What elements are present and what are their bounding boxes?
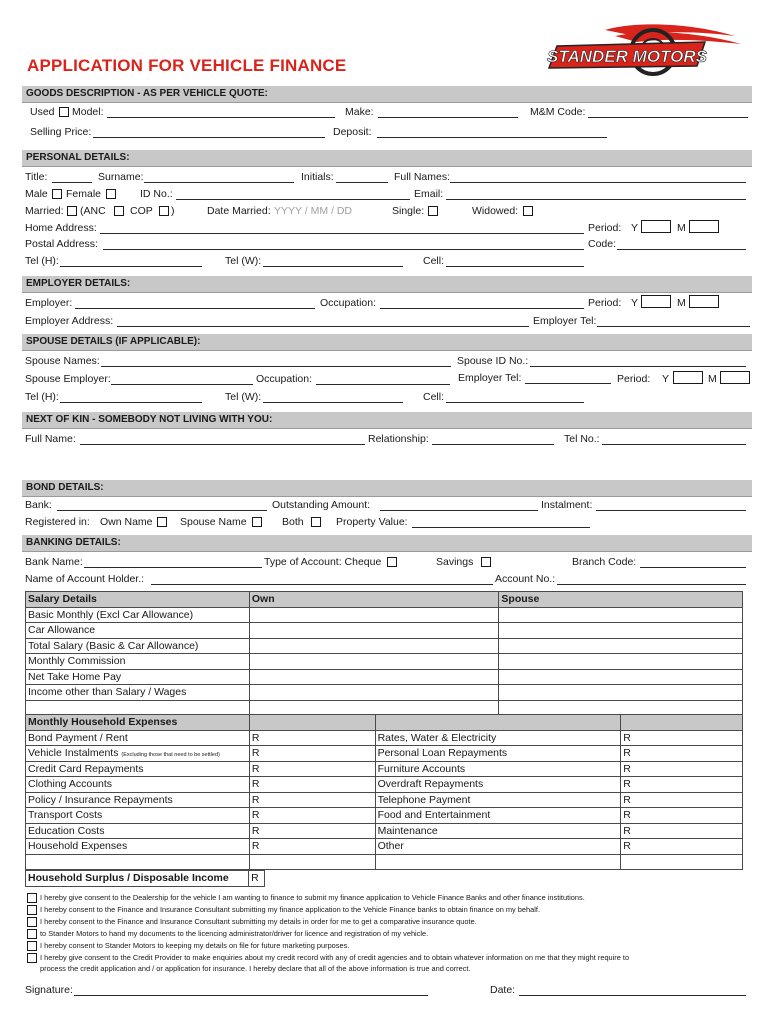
employer-address-field[interactable] xyxy=(117,326,529,327)
page-title: APPLICATION FOR VEHICLE FINANCE xyxy=(27,56,347,75)
consent-text-2: I hereby consent to the Finance and Insurance Consultant submitting my finance application to the Vehicle Finance banks to obtain finance on my behalf. xyxy=(40,905,540,914)
female-checkbox[interactable] xyxy=(106,189,116,199)
table-row xyxy=(26,777,743,793)
cop-close-paren: ) xyxy=(171,205,175,217)
anc-label: (ANC xyxy=(80,205,106,217)
email-field[interactable] xyxy=(446,199,746,200)
spouse-period-years-box[interactable] xyxy=(673,371,703,384)
expense-label: Overdraft Repayments xyxy=(375,777,621,793)
both-checkbox[interactable] xyxy=(311,517,321,527)
expense-amount-cell[interactable]: R xyxy=(621,839,743,855)
spouse-names-label: Spouse Names: xyxy=(25,355,100,367)
salary-row-label: Net Take Home Pay xyxy=(26,669,250,685)
occupation-label: Occupation: xyxy=(320,297,377,309)
registered-in-label: Registered in: xyxy=(25,516,90,528)
section-banking: BANKING DETAILS: xyxy=(22,535,752,552)
married-checkbox[interactable] xyxy=(67,206,77,216)
table-row xyxy=(26,746,743,762)
date-label: Date: xyxy=(490,984,516,996)
employer-tel-field[interactable] xyxy=(597,326,750,327)
model-label: Model: xyxy=(72,106,104,118)
expense-amount-cell[interactable]: R xyxy=(249,761,375,777)
spouse-tel-w-label: Tel (W): xyxy=(225,391,262,403)
expense-amount-cell[interactable]: R xyxy=(249,792,375,808)
widowed-label: Widowed: xyxy=(472,205,519,217)
salary-row-label: Car Allowance xyxy=(26,623,250,639)
tel-h-label: Tel (H): xyxy=(25,255,59,267)
employer-period-label: Period: xyxy=(588,297,622,309)
consent-text-6: I hereby give consent to the Credit Provider to make enquiries about my credit record with any of credit agencies and to obtain whatever information on me that they might require to xyxy=(40,953,630,962)
consent-checkbox-1[interactable] xyxy=(27,893,37,903)
cell-field[interactable] xyxy=(446,266,584,267)
spouse-cell-field[interactable] xyxy=(446,402,584,403)
table-row xyxy=(26,654,743,670)
salary-spouse-cell[interactable] xyxy=(499,669,743,685)
code-label: Code: xyxy=(588,238,617,250)
expense-amount-cell[interactable]: R xyxy=(249,808,375,824)
salary-table xyxy=(25,591,743,717)
section-personal: PERSONAL DETAILS: xyxy=(22,150,752,167)
selling-price-field[interactable] xyxy=(93,137,325,138)
spouse-period-months-box[interactable] xyxy=(720,371,750,384)
expense-amount-cell[interactable]: R xyxy=(621,777,743,793)
bond-bank-field[interactable] xyxy=(57,510,267,511)
table-row xyxy=(26,607,743,623)
kin-relationship-label: Relationship: xyxy=(368,433,429,445)
employer-address-label: Employer Address: xyxy=(25,315,114,327)
expenses-header: Monthly Household Expenses xyxy=(26,715,250,731)
table-row xyxy=(26,730,743,746)
expense-label: Policy / Insurance Repayments xyxy=(26,792,250,808)
expense-label-vehicle: Vehicle Instalments (Excluding those that need to be settled) xyxy=(26,746,250,762)
mm-code-label: M&M Code: xyxy=(530,106,586,118)
account-no-label: Account No.: xyxy=(495,573,556,585)
expense-amount-cell[interactable]: R xyxy=(621,823,743,839)
branch-code-field[interactable] xyxy=(640,567,746,568)
title-field[interactable] xyxy=(52,182,92,183)
expense-amount-cell[interactable]: R xyxy=(621,808,743,824)
spouse-tel-h-label: Tel (H): xyxy=(25,391,59,403)
consent-text-3: I hereby consent to the Finance and Insurance Consultant submitting my details in order for me to get a comparative insurance quote. xyxy=(40,917,477,926)
make-field[interactable] xyxy=(378,117,518,118)
expense-label: Credit Card Repayments xyxy=(26,761,250,777)
instalment-field[interactable] xyxy=(596,510,746,511)
title-label: Title: xyxy=(25,171,48,183)
expense-label: Telephone Payment xyxy=(375,792,621,808)
spouse-occupation-field[interactable] xyxy=(316,384,450,385)
employer-period-years-box[interactable] xyxy=(641,295,671,308)
branch-code-label: Branch Code: xyxy=(572,556,637,568)
initials-field[interactable] xyxy=(336,182,388,183)
deposit-field[interactable] xyxy=(377,137,607,138)
date-field[interactable] xyxy=(519,995,746,996)
spouse-cell-label: Cell: xyxy=(423,391,445,403)
surplus-label: Household Surplus / Disposable Income xyxy=(26,871,249,887)
signature-label: Signature: xyxy=(25,984,73,996)
spouse-occupation-label: Occupation: xyxy=(256,373,313,385)
property-value-label: Property Value: xyxy=(336,516,408,528)
spouse-period-m-label: M xyxy=(708,373,717,385)
consent-checkbox-6[interactable] xyxy=(27,953,37,963)
both-label: Both xyxy=(282,516,304,528)
consent-text-4: to Stander Motors to hand my documents to the licencing administrator/driver for licence and registration of my vehicle. xyxy=(40,929,429,938)
section-bond: BOND DETAILS: xyxy=(22,480,752,497)
cheque-checkbox[interactable] xyxy=(387,557,397,567)
employer-tel-label: Employer Tel: xyxy=(533,315,597,327)
expense-amount-cell[interactable]: R xyxy=(621,761,743,777)
table-row xyxy=(26,792,743,808)
logo-text: STANDER MOTORS xyxy=(547,47,707,66)
table-row xyxy=(26,669,743,685)
section-spouse: SPOUSE DETAILS (IF APPLICABLE): xyxy=(22,334,752,351)
account-holder-field[interactable] xyxy=(151,584,493,585)
consent-text-5: I hereby consent to Stander Motors to keeping my details on file for future marketing purposes. xyxy=(40,941,350,950)
kin-tel-label: Tel No.: xyxy=(564,433,600,445)
married-label: Married: xyxy=(25,205,64,217)
bond-bank-label: Bank: xyxy=(25,499,52,511)
outstanding-amount-field[interactable] xyxy=(380,510,538,511)
salary-header-row xyxy=(26,592,743,608)
spouse-tel-h-field[interactable] xyxy=(60,402,202,403)
expense-label: Personal Loan Repayments xyxy=(375,746,621,762)
account-no-field[interactable] xyxy=(557,584,746,585)
id-no-field[interactable] xyxy=(176,199,410,200)
kin-full-name-label: Full Name: xyxy=(25,433,76,445)
make-label: Make: xyxy=(345,106,374,118)
surplus-row xyxy=(26,871,265,887)
cop-label: COP xyxy=(130,205,153,217)
savings-checkbox[interactable] xyxy=(481,557,491,567)
employer-field[interactable] xyxy=(75,308,315,309)
male-label: Male xyxy=(25,188,48,200)
spouse-id-label: Spouse ID No.: xyxy=(457,355,529,367)
home-period-months-box[interactable] xyxy=(689,220,719,233)
instalment-label: Instalment: xyxy=(541,499,593,511)
expense-amount-cell[interactable]: R xyxy=(621,746,743,762)
bank-name-label: Bank Name: xyxy=(25,556,83,568)
employer-period-months-box[interactable] xyxy=(689,295,719,308)
used-label: Used xyxy=(30,106,55,118)
consent-text-7: process the credit application and / or application for insurance. I hereby declare that all of the above information is true and correct. xyxy=(40,964,471,973)
home-period-y-label: Y xyxy=(631,222,639,234)
expense-label: Food and Entertainment xyxy=(375,808,621,824)
section-next-of-kin: NEXT OF KIN - SOMEBODY NOT LIVING WITH YOU: xyxy=(22,412,752,429)
expenses-header-row xyxy=(26,715,743,731)
salary-row-label: Basic Monthly (Excl Car Allowance) xyxy=(26,607,250,623)
home-address-field[interactable] xyxy=(100,233,584,234)
single-checkbox[interactable] xyxy=(428,206,438,216)
savings-label: Savings xyxy=(436,556,474,568)
used-checkbox[interactable] xyxy=(59,107,69,117)
spouse-tel-w-field[interactable] xyxy=(263,402,403,403)
salary-row-label: Income other than Salary / Wages xyxy=(26,685,250,701)
deposit-label: Deposit: xyxy=(333,126,372,138)
table-row xyxy=(26,823,743,839)
salary-own-cell[interactable] xyxy=(249,685,499,701)
home-address-label: Home Address: xyxy=(25,222,97,234)
postal-address-field[interactable] xyxy=(103,249,584,250)
cop-checkbox[interactable] xyxy=(159,206,169,216)
tel-w-label: Tel (W): xyxy=(225,255,262,267)
salary-spouse-cell[interactable] xyxy=(499,623,743,639)
spouse-name-label: Spouse Name xyxy=(180,516,247,528)
home-period-label: Period: xyxy=(588,222,622,234)
female-label: Female xyxy=(66,188,102,200)
spouse-id-field[interactable] xyxy=(530,366,746,367)
spouse-period-y-label: Y xyxy=(662,373,670,385)
postal-address-label: Postal Address: xyxy=(25,238,98,250)
expense-label: Bond Payment / Rent xyxy=(26,730,250,746)
consent-text-1: I hereby give consent to the Dealership for the vehicle I am wanting to finance to submit my finance application to Vehicle Finance Banks and other finance institutions. xyxy=(40,893,585,902)
tel-h-field[interactable] xyxy=(60,266,202,267)
tel-w-field[interactable] xyxy=(263,266,403,267)
mm-code-field[interactable] xyxy=(588,117,748,118)
expense-label: Maintenance xyxy=(375,823,621,839)
outstanding-amount-label: Outstanding Amount: xyxy=(272,499,371,511)
employer-period-m-label: M xyxy=(677,297,686,309)
salary-spouse-cell[interactable] xyxy=(499,685,743,701)
spouse-period-label: Period: xyxy=(617,373,651,385)
full-names-label: Full Names: xyxy=(394,171,451,183)
code-field[interactable] xyxy=(617,249,746,250)
kin-full-name-field[interactable] xyxy=(80,444,365,445)
salary-own-cell[interactable] xyxy=(249,654,499,670)
date-married-label: Date Married: xyxy=(207,205,271,217)
anc-checkbox[interactable] xyxy=(114,206,124,216)
kin-tel-field[interactable] xyxy=(602,444,746,445)
spouse-name-checkbox[interactable] xyxy=(252,517,262,527)
expense-amount-cell[interactable]: R xyxy=(621,730,743,746)
salary-row-label: Monthly Commission xyxy=(26,654,250,670)
table-row xyxy=(26,761,743,777)
salary-own-cell[interactable] xyxy=(249,638,499,654)
full-names-field[interactable] xyxy=(450,182,746,183)
expense-label: Rates, Water & Electricity xyxy=(375,730,621,746)
table-row xyxy=(26,685,743,701)
vehicle-instalments-note: (Excluding those that need to be settled) xyxy=(121,752,220,759)
spouse-employer-tel-label: Employer Tel: xyxy=(458,372,522,384)
property-value-field[interactable] xyxy=(412,527,590,528)
table-row xyxy=(26,839,743,855)
salary-header-spouse: Spouse xyxy=(499,592,743,608)
selling-price-label: Selling Price: xyxy=(30,126,92,138)
surname-field[interactable] xyxy=(144,182,294,183)
male-checkbox[interactable] xyxy=(52,189,62,199)
salary-own-cell[interactable] xyxy=(249,623,499,639)
consent-checkbox-5[interactable] xyxy=(27,941,37,951)
spouse-employer-label: Spouse Employer: xyxy=(25,373,111,385)
salary-own-cell[interactable] xyxy=(249,669,499,685)
type-of-account-label: Type of Account: Cheque xyxy=(264,556,382,568)
surplus-table xyxy=(25,870,265,887)
expense-label: Household Expenses xyxy=(26,839,250,855)
expenses-table xyxy=(25,714,743,870)
expense-label: Furniture Accounts xyxy=(375,761,621,777)
stander-motors-logo xyxy=(545,22,745,82)
expense-amount-cell[interactable]: R xyxy=(249,777,375,793)
table-row xyxy=(26,638,743,654)
consent-checkbox-4[interactable] xyxy=(27,929,37,939)
table-spacer-row xyxy=(26,854,743,870)
initials-label: Initials: xyxy=(301,171,334,183)
salary-spouse-cell[interactable] xyxy=(499,654,743,670)
section-goods: GOODS DESCRIPTION - AS PER VEHICLE QUOTE: xyxy=(22,86,752,103)
employer-period-y-label: Y xyxy=(631,297,639,309)
email-label: Email: xyxy=(414,188,444,200)
bank-name-field[interactable] xyxy=(84,567,262,568)
own-name-label: Own Name xyxy=(100,516,153,528)
kin-relationship-field[interactable] xyxy=(432,444,554,445)
salary-row-label: Total Salary (Basic & Car Allowance) xyxy=(26,638,250,654)
id-no-label: ID No.: xyxy=(140,188,173,200)
expense-label: Other xyxy=(375,839,621,855)
spouse-employer-field[interactable] xyxy=(111,384,253,385)
salary-header-details: Salary Details xyxy=(26,592,250,608)
widowed-checkbox[interactable] xyxy=(523,206,533,216)
table-row xyxy=(26,808,743,824)
own-name-checkbox[interactable] xyxy=(157,517,167,527)
expense-amount-cell[interactable]: R xyxy=(249,823,375,839)
consent-checkbox-3[interactable] xyxy=(27,917,37,927)
salary-own-cell[interactable] xyxy=(249,607,499,623)
home-period-years-box[interactable] xyxy=(641,220,671,233)
surname-label: Surname: xyxy=(98,171,144,183)
section-employer: EMPLOYER DETAILS: xyxy=(22,276,752,293)
expense-amount-cell[interactable]: R xyxy=(249,730,375,746)
home-period-m-label: M xyxy=(677,222,686,234)
expense-amount-cell[interactable]: R xyxy=(249,746,375,762)
expense-amount-cell[interactable]: R xyxy=(249,839,375,855)
single-label: Single: xyxy=(392,205,425,217)
model-field[interactable] xyxy=(107,117,335,118)
expense-label: Clothing Accounts xyxy=(26,777,250,793)
signature-field[interactable] xyxy=(74,995,428,996)
table-row xyxy=(26,623,743,639)
surplus-amount-cell[interactable]: R xyxy=(249,871,265,887)
spouse-employer-tel-field[interactable] xyxy=(525,383,611,384)
salary-spouse-cell[interactable] xyxy=(499,607,743,623)
expense-label: Education Costs xyxy=(26,823,250,839)
expense-amount-cell[interactable]: R xyxy=(621,792,743,808)
employer-label: Employer: xyxy=(25,297,73,309)
cell-label: Cell: xyxy=(423,255,445,267)
salary-header-own: Own xyxy=(249,592,499,608)
date-married-field[interactable]: YYYY / MM / DD xyxy=(274,205,352,217)
occupation-field[interactable] xyxy=(380,308,584,309)
spouse-names-field[interactable] xyxy=(101,366,451,367)
consent-checkbox-2[interactable] xyxy=(27,905,37,915)
expense-label: Transport Costs xyxy=(26,808,250,824)
salary-spouse-cell[interactable] xyxy=(499,638,743,654)
account-holder-label: Name of Account Holder.: xyxy=(25,573,145,585)
